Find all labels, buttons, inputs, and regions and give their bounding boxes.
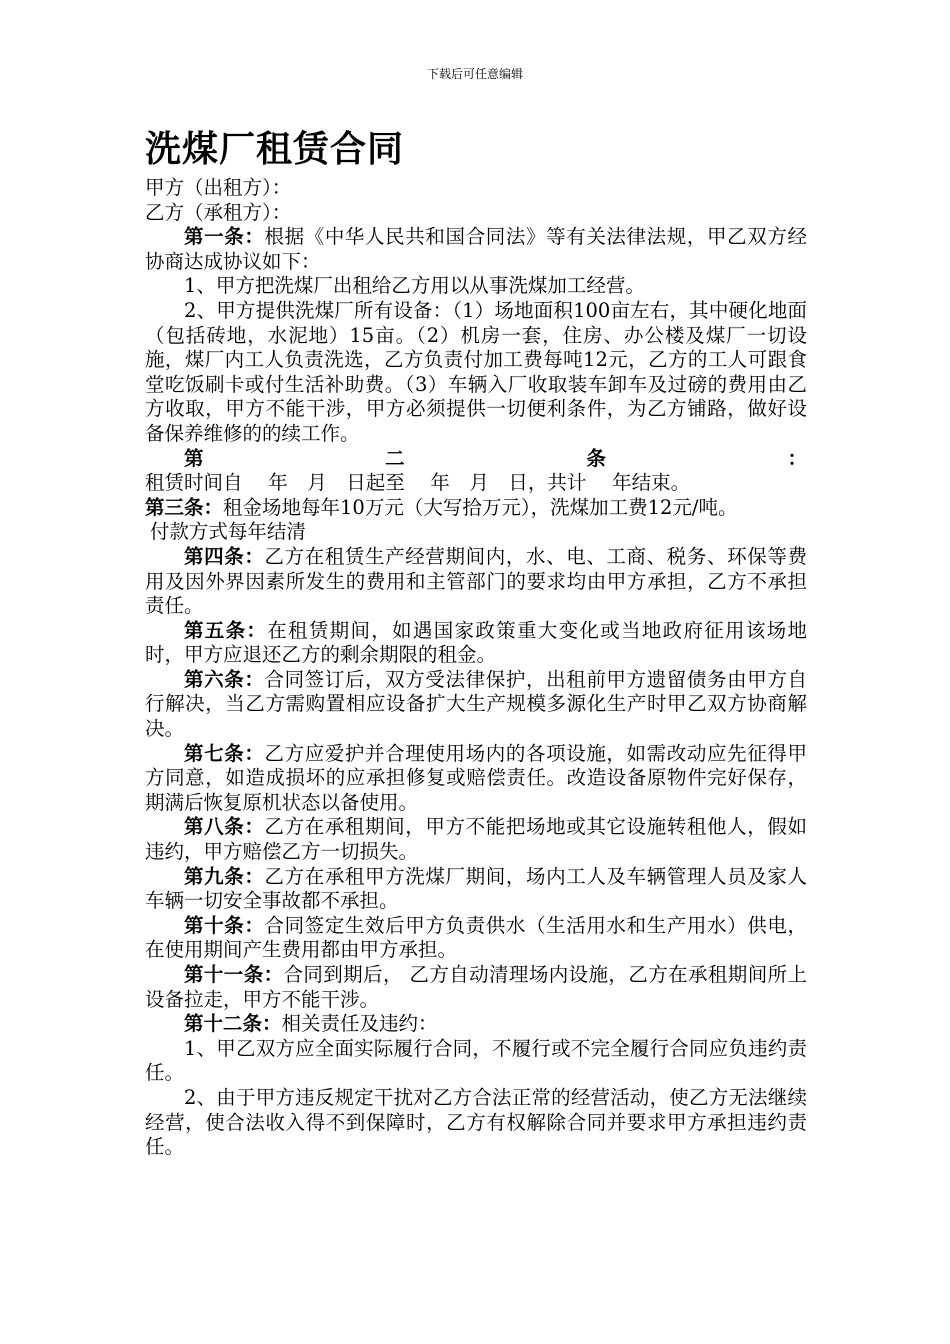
article-7 bbox=[145, 742, 807, 816]
article-7-label: 第七条： bbox=[184, 741, 265, 765]
article-12-label: 第十二条： bbox=[184, 1012, 282, 1036]
party-b-line: 乙方（承租方）： bbox=[145, 200, 292, 224]
article-3 bbox=[145, 496, 807, 521]
article-10-text: 合同签定生效后甲方负责供水（生活用水和生产用水）供电，在使用期间产生费用都由甲方承担。 bbox=[145, 913, 807, 962]
article-10-label: 第十条： bbox=[184, 913, 265, 937]
article-9-text: 乙方在承租甲方洗煤厂期间，场内工人及车辆管理人员及家人车辆一切安全事故都不承担。 bbox=[145, 864, 807, 913]
article-3-text: 租金场地每年10万元（大写拾万元），洗煤加工费12元/吨。 bbox=[223, 495, 738, 519]
article-7-text: 乙方应爱护并合理使用场内的各项设施，如需改动应先征得甲方同意，如造成损坏的应承担修复或赔偿责任。改造设备原物件完好保存，期满后恢复原机状态以备使用。 bbox=[145, 741, 807, 814]
article-6-text: 合同签订后，双方受法律保护，出租前甲方遗留债务由甲方自行解决，当乙方需购置相应设备扩大生产规模多源化生产时甲乙双方协商解决。 bbox=[145, 667, 807, 741]
article-2 bbox=[145, 447, 807, 496]
article-11-text: 合同到期后， 乙方自动清理场内设施，乙方在承租期间所上设备拉走，甲方不能干涉。 bbox=[145, 963, 807, 1011]
article-12-item-2: 2、由于甲方违反规定干扰对乙方合法正常的经营活动，使乙方无法继续经营，使合法收入得不到保障时，乙方有权解除合同并要求甲方承担违约责任。 bbox=[145, 1085, 807, 1159]
article-8-text: 乙方在承租期间，甲方不能把场地或其它设施转租他人，假如违约，甲方赔偿乙方一切损失。 bbox=[145, 815, 807, 864]
article-4-label: 第四条： bbox=[184, 544, 265, 568]
article-1 bbox=[145, 225, 807, 274]
page-header-note: 下载后可任意编辑 bbox=[426, 67, 523, 81]
article-1-text: 根据《中华人民共和国合同法》等有关法律法规，甲乙双方经协商达成协议如下： bbox=[145, 225, 807, 273]
article-8-label: 第八条： bbox=[184, 815, 265, 839]
article-1-item-1: 1、甲方把洗煤厂出租给乙方用以从事洗煤加工经营。 bbox=[184, 274, 645, 298]
article-1-label: 第一条： bbox=[184, 225, 265, 249]
article-9-label: 第九条： bbox=[184, 864, 265, 888]
article-9 bbox=[145, 865, 807, 914]
article-5 bbox=[145, 619, 807, 668]
article-8 bbox=[145, 815, 807, 864]
article-11-label: 第十一条： bbox=[184, 963, 284, 986]
article-1-item-2: 2、甲方提供洗煤厂所有设备：（1）场地面积100亩左右，其中硬化地面（包括砖地，水泥地）15亩。（2）机房一套，住房、办公楼及煤厂一切设施，煤厂内工人负责洗选，乙方负责付加工费每吨12元，乙方的工人可跟食堂吃饭刷卡或付生活补助费。（3）车辆入厂收取装车卸车及过磅的费用由乙方收取，甲方不能干涉，甲方必须提供一切便利条件，为乙方铺路，做好设备保养维修的的续工作。 bbox=[145, 298, 807, 445]
article-3-label: 第三条： bbox=[145, 495, 224, 519]
article-12 bbox=[145, 1012, 807, 1037]
party-a-line: 甲方（出租方）： bbox=[145, 176, 292, 199]
article-2-text: 租赁时间自 年 月 日起至 年 月 日，共计 年结束。 bbox=[145, 471, 691, 495]
article-6 bbox=[145, 668, 807, 742]
article-6-label: 第六条： bbox=[184, 667, 265, 691]
article-10 bbox=[145, 914, 807, 963]
document-title: 洗煤厂租赁合同 bbox=[145, 129, 405, 170]
article-5-label: 第五条： bbox=[184, 618, 268, 642]
article-4-text: 乙方在租赁生产经营期间内，水、电、工商、税务、环保等费用及因外界因素所发生的费用和主管部门的要求均由甲方承担，乙方不承担责任。 bbox=[145, 544, 807, 618]
article-2-label: 第二条： bbox=[184, 446, 807, 470]
payment-terms: 付款方式每年结清 bbox=[149, 520, 306, 544]
contract-document bbox=[145, 126, 807, 1160]
article-11 bbox=[145, 963, 807, 1012]
article-5-text: 在租赁期间，如遇国家政策重大变化或当地政府征用该场地时，甲方应退还乙方的剩余期限的租金。 bbox=[145, 618, 807, 667]
article-12-text: 相关责任及违约： bbox=[281, 1012, 438, 1036]
article-4 bbox=[145, 545, 807, 619]
article-12-item-1: 1、甲乙双方应全面实际履行合同，不履行或不完全履行合同应负违约责任。 bbox=[145, 1036, 807, 1085]
